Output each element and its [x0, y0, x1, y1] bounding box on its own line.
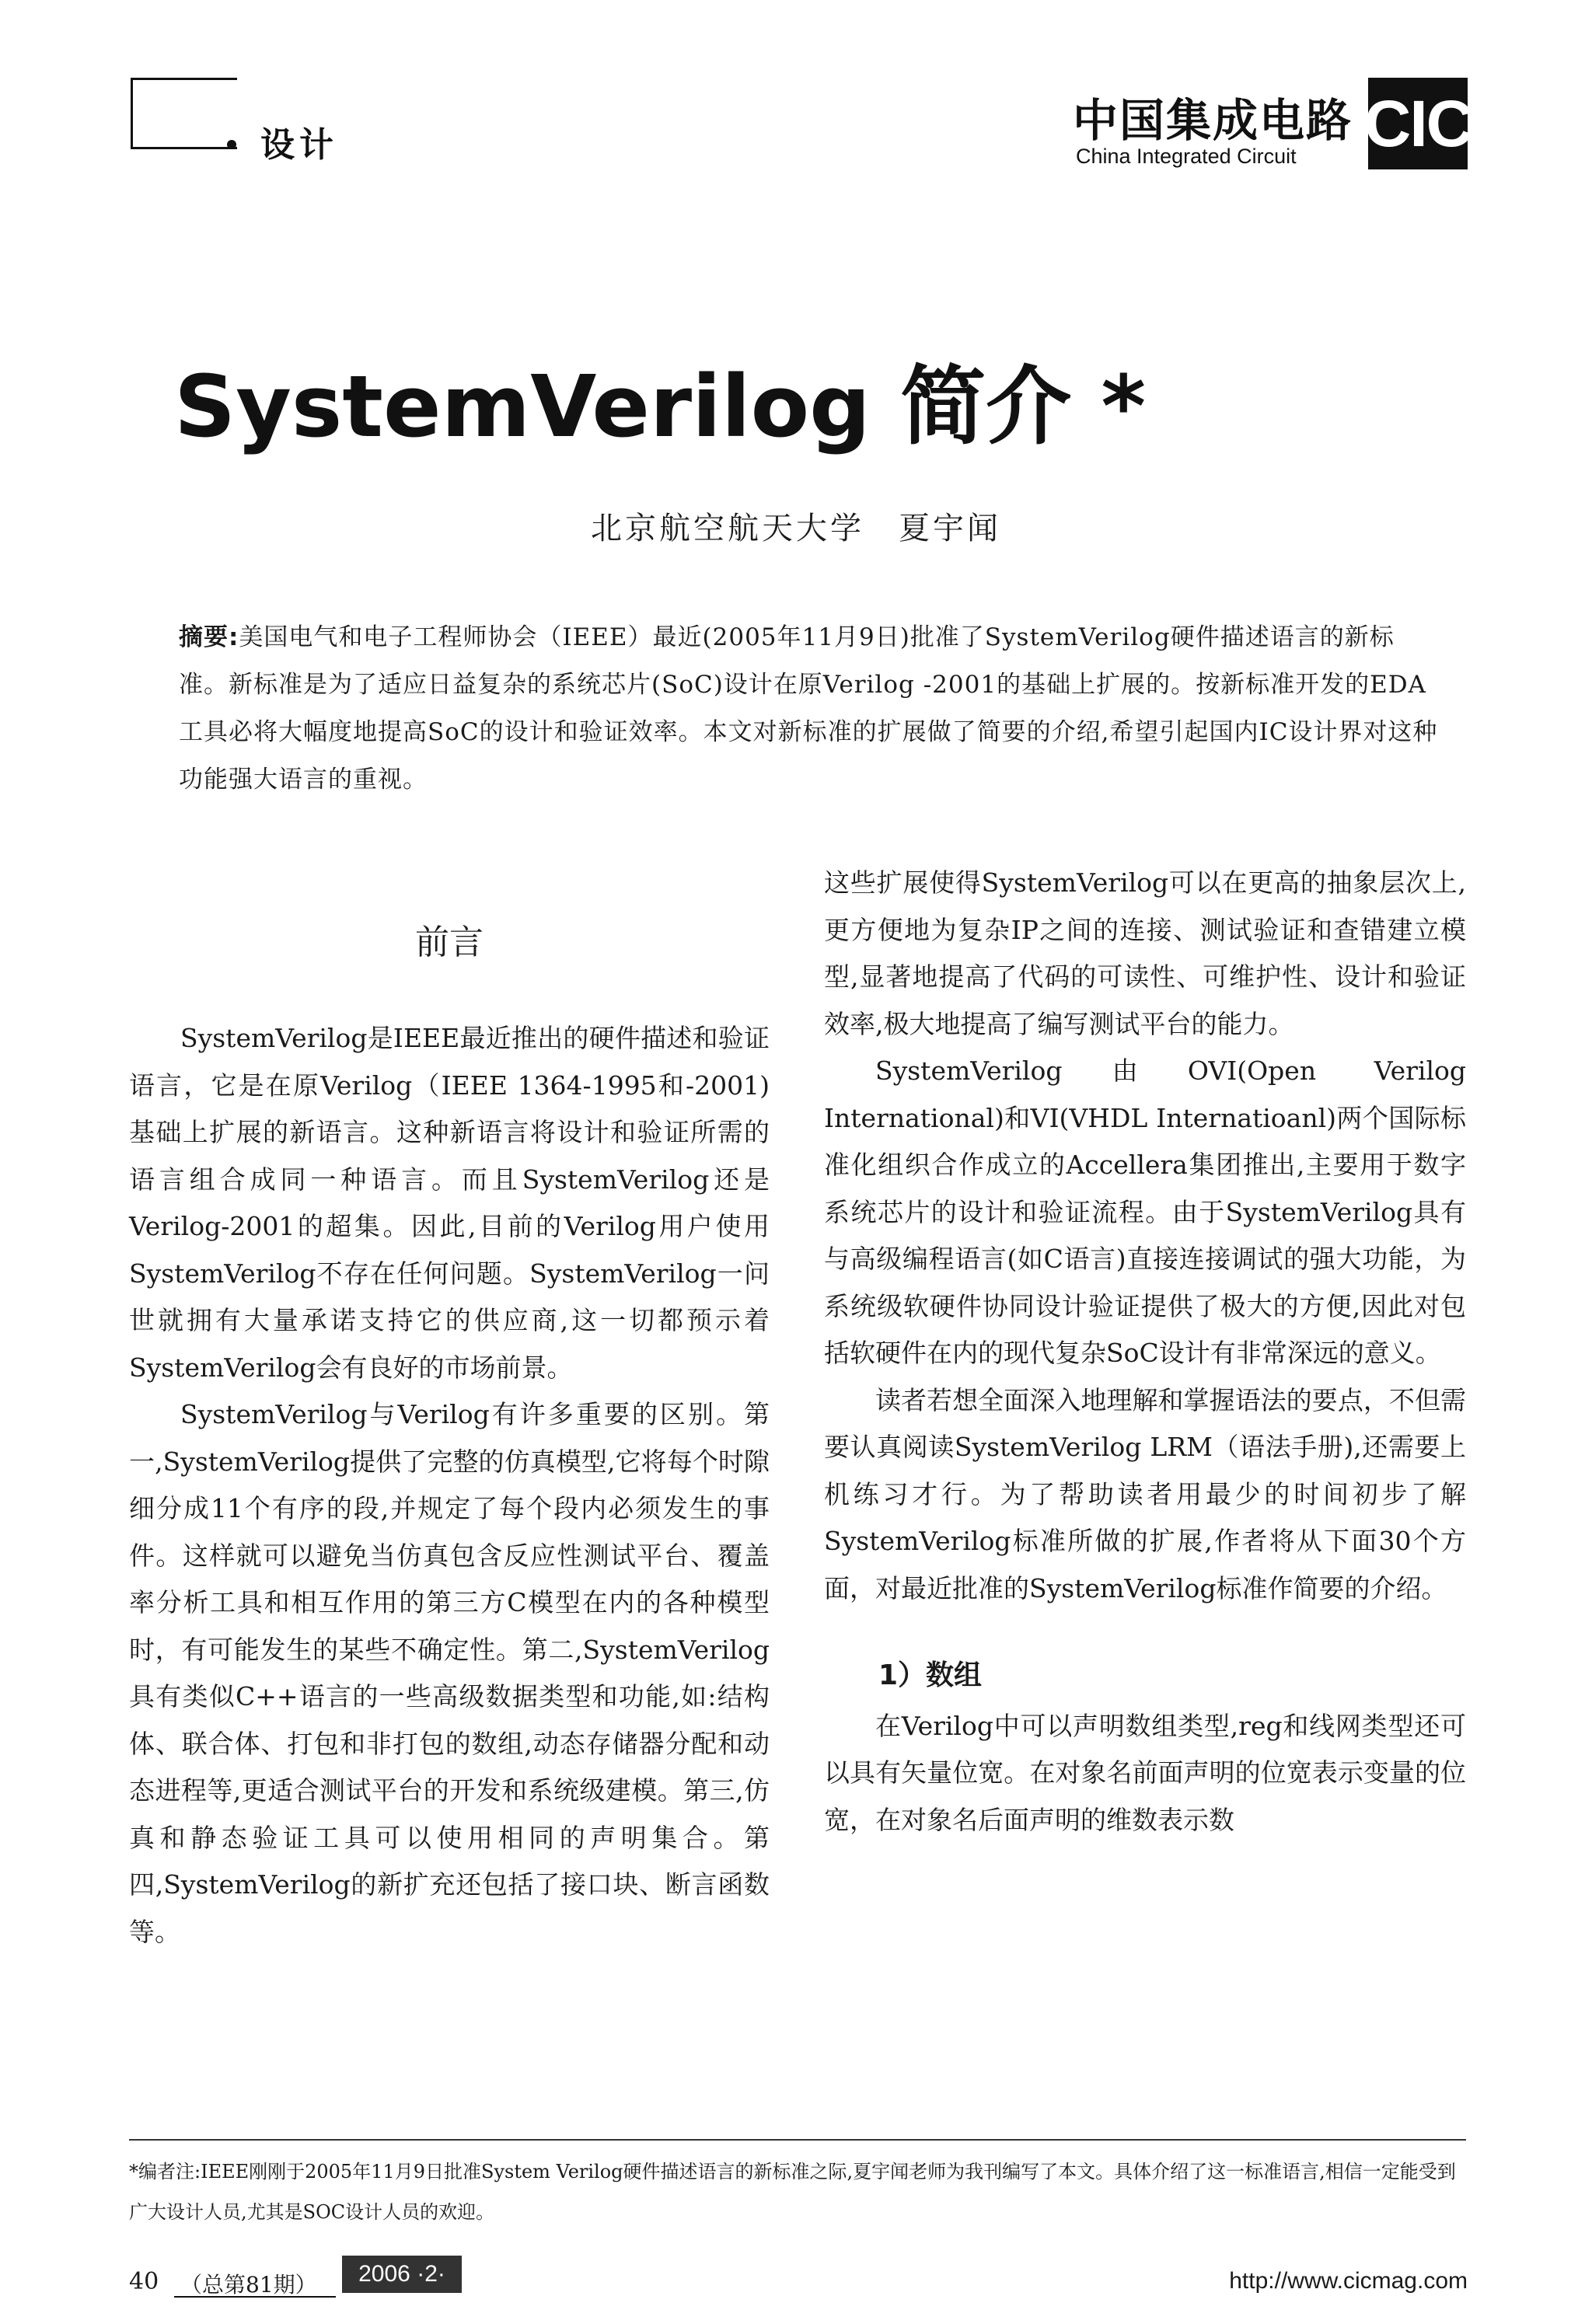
issue-year-badge: 2006 ·2·: [342, 2256, 462, 2293]
section-label: 设计: [260, 125, 338, 165]
issue-underline: [174, 2296, 336, 2298]
body-paragraph: SystemVerilog与Verilog有许多重要的区别。第一,SystemVerilog提供了完整的仿真模型,它将每个时隙细分成11个有序的段,并规定了每个段内必须发生的事件。这样就可以避免当仿真包含反应性测试平台、覆盖率分析工具和相互作用的第三方C模型在内的各种模型时，有可能发生的某些不确定性。第二,SystemVerilog具有类似C++语言的一些高级数据类型和功能,如:结构体、联合体、打包和非打包的数组,动态存储器分配和动态进程等,更适合测试平台的开发和系统级建模。第三,仿真和静态验证工具可以使用相同的声明集合。第四,SystemVerilog的新扩充还包括了接口块、断言函数等。: [129, 1399, 770, 1947]
article-byline: 北京航空航天大学 夏宇闻: [591, 511, 1001, 546]
issue-number: （总第81期）: [180, 2272, 317, 2298]
body-paragraph: SystemVerilog是IEEE最近推出的硬件描述和验证语言，它是在原Verilog（IEEE 1364-1995和-2001)基础上扩展的新语言。这种新语言将设计和验证所需的语言组合成同一种语言。而且SystemVerilog还是Verilog-2001的超集。因此,目前的Verilog用户使用SystemVerilog不存在任何问题。SystemVerilog一问世就拥有大量承诺支持它的供应商,这一切都预示着SystemVerilog会有良好的市场前景。: [129, 1023, 770, 1383]
header-bracket-dot: [227, 140, 236, 149]
website-url[interactable]: http://www.cicmag.com: [1229, 2268, 1468, 2294]
left-column: [129, 1015, 770, 1956]
brand-name-english: China Integrated Circuit: [1076, 145, 1297, 168]
section-heading-preface: 前言: [415, 923, 484, 962]
editor-footnote: *编者注:IEEE刚刚于2005年11月9日批准System Verilog硬件描述语言的新标准之际,夏宇闻老师为我刊编写了本文。具体介绍了这一标准语言,相信一定能受到广大设计人员,尤其是SOC设计人员的欢迎。: [129, 2161, 1456, 2223]
abstract: [179, 614, 1438, 804]
body-paragraph: SystemVerilog由OVI(Open Verilog International)和VI(VHDL Internatioanl)两个国际标准化组织合作成立的Accellera集团推出,主要用于数字系统芯片的设计和验证流程。由于SystemVerilog具有与高级编程语言(如C语言)直接连接调试的强大功能，为系统级软硬件协同设计验证提供了极大的方便,因此对包括软硬件在内的现代复杂SoC设计有非常深远的意义。: [824, 1056, 1466, 1368]
subheading-arrays: 1）数组: [878, 1659, 983, 1691]
body-paragraph: 这些扩展使得SystemVerilog可以在更高的抽象层次上,更方便地为复杂IP之间的连接、测试验证和查错建立模型,显著地提高了代码的可读性、可维护性、设计和验证效率,极大地提高了编写测试平台的能力。: [824, 867, 1466, 1039]
right-column: [824, 860, 1466, 1844]
article-title: SystemVerilog 简介 *: [174, 357, 1147, 456]
footnote-divider: [129, 2139, 1466, 2141]
header-bracket: [131, 78, 237, 149]
abstract-text: 美国电气和电子工程师协会（IEEE）最近(2005年11月9日)批准了SystemVerilog硬件描述语言的新标准。新标准是为了适应日益复杂的系统芯片(SoC)设计在原Verilog -2001的基础上扩展的。按新标准开发的EDA工具必将大幅度地提高SoC的设计和验证效率。本文对新标准的扩展做了简要的介绍,希望引起国内IC设计界对这种功能强大语言的重视。: [179, 623, 1438, 794]
brand-name-chinese: 中国集成电路: [1073, 94, 1353, 147]
body-paragraph: 在Verilog中可以声明数组类型,reg和线网类型还可以具有矢量位宽。在对象名前面声明的位宽表示变量的位宽，在对象名后面声明的维数表示数: [824, 1710, 1466, 1835]
page-number: 40: [129, 2268, 159, 2295]
body-paragraph: 读者若想全面深入地理解和掌握语法的要点，不但需要认真阅读SystemVerilog LRM（语法手册),还需要上机练习才行。为了帮助读者用最少的时间初步了解SystemVerilog标准所做的扩展,作者将从下面30个方面，对最近批准的SystemVerilog标准作简要的介绍。: [824, 1384, 1466, 1603]
abstract-label: 摘要:: [179, 623, 239, 651]
cic-logo: CIC: [1368, 78, 1468, 169]
